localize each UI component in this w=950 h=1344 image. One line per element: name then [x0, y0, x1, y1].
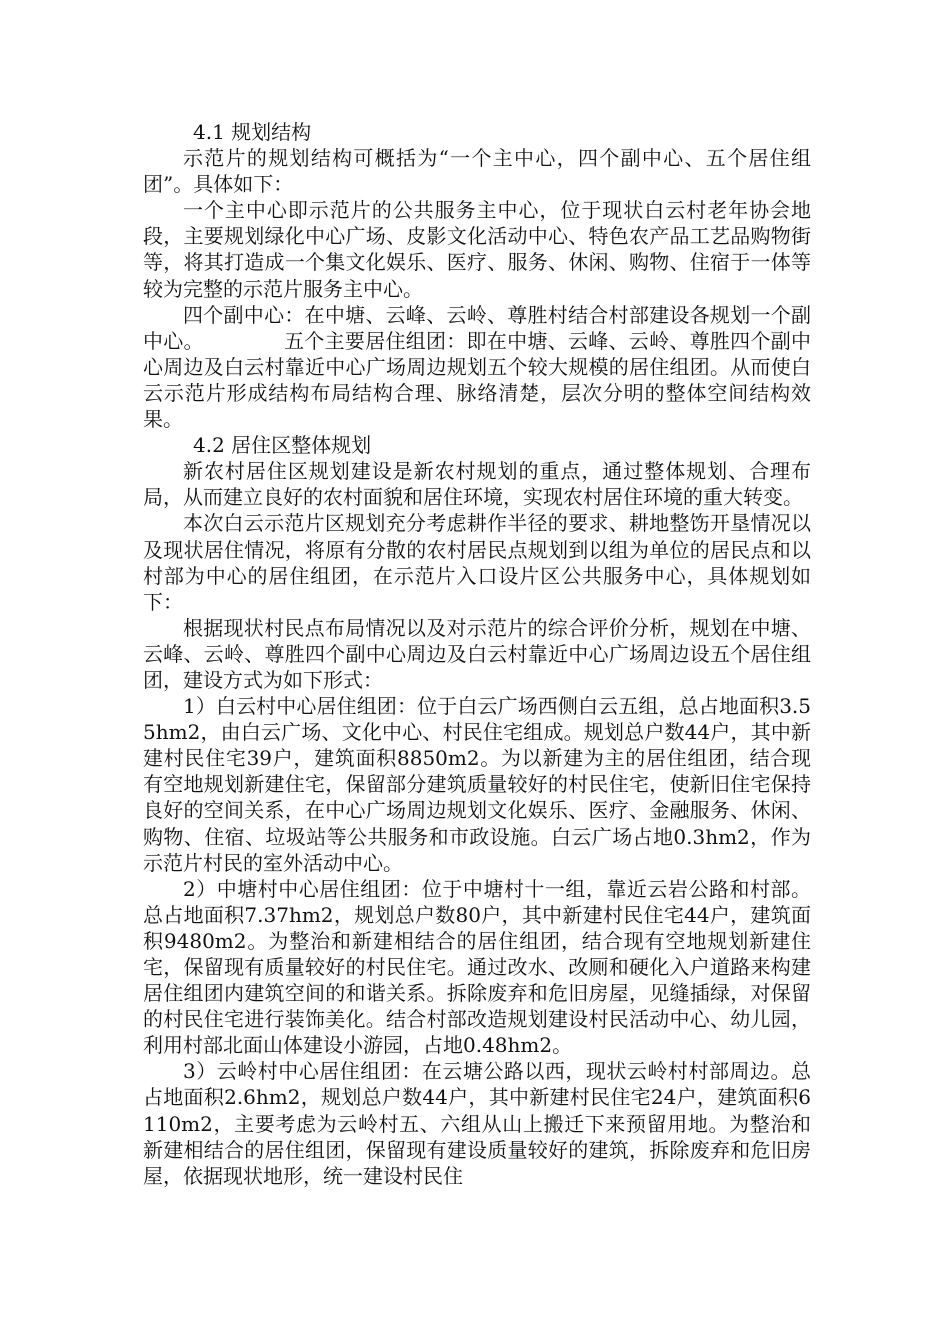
paragraph-yunling-group: 3）云岭村中心居住组团：在云塘公路以西，现状云岭村村部周边。总占地面积2.6hm2，规划总户数44户，其中新建村民住宅24户，建筑面积6110m2，主要考虑为云岭村五、六组从山上搬迁下来预留用地。为整治和新建相结合的居住组团，保留现有建设质量较好的建筑，拆除废弃和危旧房屋，依据现状地形，统一建设村民住 — [143, 1059, 811, 1188]
document-body — [143, 119, 811, 1189]
residential-groups-text: 五个主要居住组团：即在中塘、云峰、云岭、尊胜四个副中心周边及白云村靠近中心广场周边规划五个较大规模的居住组团。从而使白云示范片形成结构布局结构合理、脉络清楚，层次分明的整体空间结构效果。 — [143, 328, 812, 432]
paragraph-main-center: 一个主中心即示范片的公共服务主中心，位于现状白云村老年协会地段，主要规划绿化中心广场、皮影文化活动中心、特色农产品工艺品购物街等，将其打造成一个集文化娱乐、医疗、服务、休闲、购物、住宿于一体等较为完整的示范片服务主中心。 — [143, 198, 811, 301]
section-heading-4-1: 4.1 规划结构 — [193, 120, 312, 144]
paragraph-baiyun-group: 1）白云村中心居住组团：位于白云广场西侧白云五组，总占地面积3.55hm2，由白云广场、文化中心、村民住宅组成。规划总户数44户，其中新建村民住宅39户，建筑面积8850m2。为以新建为主的居住组团，结合现有空地规划新建住宅，保留部分建筑质量较好的村民住宅，使新旧住宅保持良好的空间关系，在中心广场周边规划文化娱乐、医疗、金融服务、休闲、购物、住宿、垃圾站等公共服务和市政设施。白云广场占地0.3hm2，作为示范片村民的室外活动中心。 — [143, 694, 811, 875]
paragraph-residential-intro: 新农村居住区规划建设是新农村规划的重点，通过整体规划、合理布局，从而建立良好的农村面貌和居住环境，实现农村居住环境的重大转变。 — [143, 459, 811, 510]
paragraph-structure-summary: 示范片的规划结构可概括为“一个主中心，四个副中心、五个居住组团”。具体如下： — [143, 146, 811, 197]
paragraph-planning-considerations: 本次白云示范片区规划充分考虑耕作半径的要求、耕地整饬开垦情况以及现状居住情况，将原有分散的农村居民点规划到以组为单位的居民点和以村部为中心的居住组团，在示范片入口设片区公共服务中心，具体规划如下： — [143, 511, 811, 614]
paragraph-layout-analysis: 根据现状村民点布局情况以及对示范片的综合评价分析，规划在中塘、云峰、云岭、尊胜四个副中心周边及白云村靠近中心广场周边设五个居住组团，建设方式为如下形式： — [143, 615, 811, 692]
paragraph-zhongtang-group: 2）中塘村中心居住组团：位于中塘村十一组，靠近云岩公路和村部。总占地面积7.37hm2，规划总户数80户，其中新建村民住宅44户，建筑面积9480m2。为整治和新建相结合的居住组团，结合现有空地规划新建住宅，保留现有质量较好的村民住宅。通过改水、改厕和硬化入户道路来构建居住组团内建筑空间的和谐关系。拆除废弃和危旧房屋，见缝插绿，对保留的村民住宅进行装饰美化。结合村部改造规划建设村民活动中心、幼儿园，利用村部北面山体建设小游园，占地0.48hm2。 — [143, 876, 811, 1058]
section-heading-4-2: 4.2 居住区整体规划 — [193, 433, 372, 458]
sub-centers-text: 四个副中心：在中塘、云峰、云岭、尊胜村结合村部建设各规划一个副中心。 — [143, 302, 811, 353]
paragraph-sub-centers — [143, 302, 811, 432]
